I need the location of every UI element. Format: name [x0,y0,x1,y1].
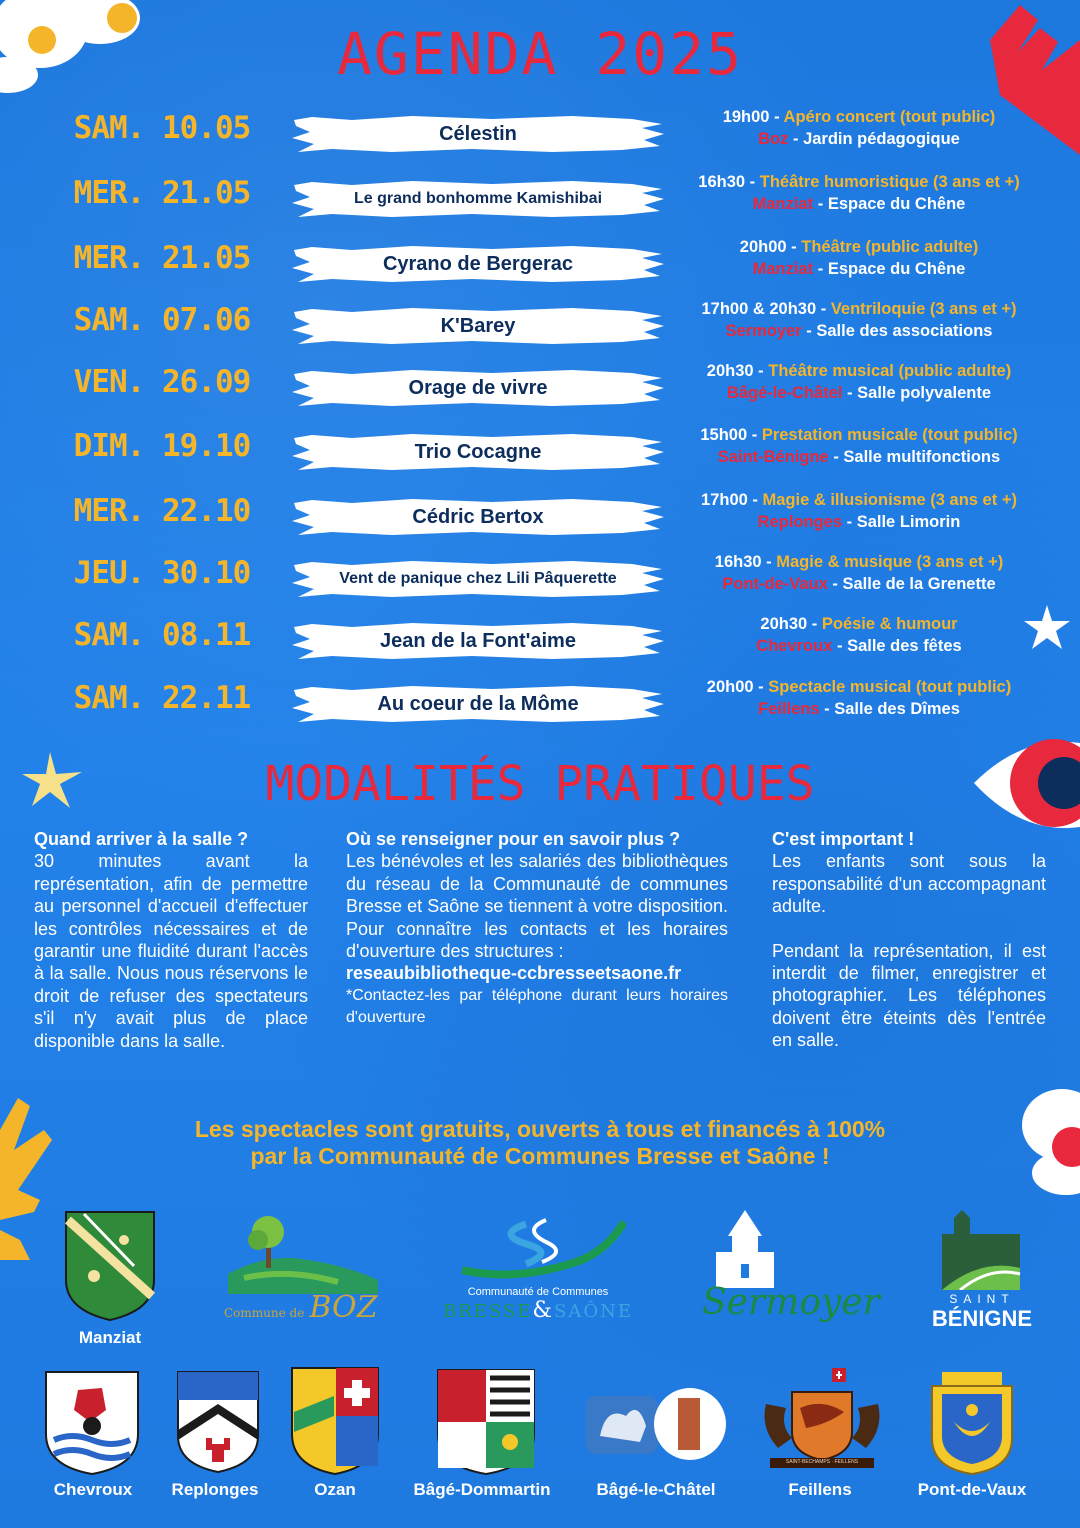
show-title: Cédric Bertox [412,506,544,528]
cc-bresse-saone-text [440,1286,636,1323]
column-text: Les enfants sont sous la responsabilité d'un accompagnant adulte. [772,851,1046,917]
event-date: MER. 22.10 [73,493,251,529]
event-date: MER. 21.05 [73,240,251,276]
event-town: Chevroux [756,637,833,655]
agenda-row [0,418,1080,480]
agenda-row [0,670,1080,732]
agenda-row [0,165,1080,227]
event-time: 20h00 [706,678,754,696]
sermoyer-castle-logo [710,1208,780,1288]
event-info: 20h30 - Théâtre musical (public adulte) Bâgé-le-Châtel - Salle polyvalente [706,362,1012,402]
event-town: Bâgé-le-Châtel [726,384,843,402]
cc-bresse-saone-swoosh [456,1212,626,1282]
event-category: Magie & illusionisme (3 ans et +) [762,491,1017,509]
event-info: 17h00 & 20h30 - Ventriloquie (3 ans et +) Sermoyer - Salle des associations [701,300,1017,340]
event-category: Apéro concert (tout public) [783,108,996,126]
event-info: 15h00 - Prestation musicale (tout public) Saint-Bénigne - Salle multifonctions [700,426,1018,466]
show-title: Jean de la Font'aime [380,630,576,652]
column-heading: Quand arriver à la salle ? [34,829,249,849]
event-date: JEU. 30.10 [73,555,251,591]
event-category: Magie & musique (3 ans et +) [776,553,1004,571]
event-time: 19h00 [722,108,770,126]
event-category: Prestation musicale (tout public) [761,426,1018,444]
event-venue: Espace du Chêne [827,195,966,213]
event-venue: Salle des Dîmes [834,700,960,718]
feillens-label: Feillens [788,1480,852,1499]
event-category: Spectacle musical (tout public) [768,678,1012,696]
event-time: 20h30 [760,615,808,633]
chevroux-crest [44,1370,140,1476]
event-venue: Salle multifonctions [843,448,1001,466]
event-venue: Salle des fêtes [847,637,962,655]
event-town: Pont-de-Vaux [722,575,828,593]
event-date: MER. 21.05 [73,175,251,211]
ozan-label: Ozan [314,1480,356,1499]
event-town: Saint-Bénigne [717,448,829,466]
boz-prefix: Commune de [224,1306,305,1320]
event-category: Théâtre (public adulte) [801,238,979,256]
replonges-label: Replonges [171,1480,259,1499]
column-text: Les bénévoles et les salariés des bibliothèques du réseau de la Communauté de communes Bresse et Saône se tiennent à votre disposition. Pour connaître les contacts et les horaires d'ouverture des structures : [346,851,728,962]
column-text: 30 minutes avant la représentation, afin de permettre au personnel d'accueil d'effectuer les contrôles nécessaires et de garantir une fluidité durant l'accès à la salle. Nous nous réservons le droit de refuser des spectateurs s'il n'y avait plus de place disponible dans la salle. [34,851,308,1051]
free-notice-line: par la Communauté de Communes Bresse et Saône ! [250,1143,830,1169]
event-venue: Espace du Chêne [827,260,966,278]
boz-name: BOZ [309,1290,378,1325]
cc-line1: Communauté de Communes [467,1286,609,1298]
event-town: Manziat [752,195,814,213]
boz-tree-logo [228,1212,378,1294]
page-title: AGENDA 2025 [336,20,744,88]
ozan-crest [290,1366,380,1476]
show-title: Célestin [439,123,517,145]
show-title: Trio Cocagne [414,441,542,463]
pont-de-vaux-label: Pont-de-Vaux [917,1480,1027,1499]
show-title: Vent de panique chez Lili Pâquerette [339,570,617,587]
info-column-arrival [34,828,308,1052]
event-time: 16h30 [698,173,746,191]
show-title: K'Barey [440,315,516,337]
event-info: 16h30 - Théâtre humoristique (3 ans et +) Manziat - Espace du Chêne [698,173,1020,213]
event-venue: Jardin pédagogique [803,130,960,148]
event-venue: Salle polyvalente [857,384,992,402]
event-venue: Salle des associations [816,322,993,340]
event-info: 19h00 - Apéro concert (tout public) Boz - Jardin pédagogique [722,108,996,148]
agenda-row [0,607,1080,669]
feillens-crest [758,1368,886,1468]
bage-dommartin-label: Bâgé-Dommartin [413,1480,551,1499]
show-title: Au coeur de la Môme [377,693,579,715]
event-time: 20h00 [739,238,787,256]
cc-saone: SAÔNE [554,1301,633,1322]
cc-bresse: BRESSE [443,1301,533,1322]
bage-dommartin-crest [436,1368,536,1476]
event-category: Ventriloquie (3 ans et +) [830,300,1017,318]
show-title: Orage de vivre [408,377,548,399]
feillens-ribbon: SAINT-BECHAMPS · FEILLENS [785,1459,859,1465]
event-info: 20h30 - Poésie & humour Chevroux - Salle des fêtes [756,615,962,655]
website-link[interactable]: reseaubibliotheque-ccbresseetsaone.fr [346,963,682,984]
benigne-label: BÉNIGNE [931,1306,1033,1331]
show-title: Cyrano de Bergerac [382,253,574,275]
event-date: SAM. 22.11 [73,680,251,716]
boz-wordmark [224,1290,384,1325]
event-category: Poésie & humour [821,615,958,633]
event-venue: Salle de la Grenette [842,575,996,593]
event-category: Théâtre humoristique (3 ans et +) [759,173,1020,191]
agenda-row [0,230,1080,292]
event-date: SAM. 08.11 [73,617,251,653]
event-date: SAM. 07.06 [73,302,251,338]
column-heading: C'est important ! [772,829,915,849]
manziat-label: Manziat [78,1328,142,1347]
event-town: Feillens [758,700,820,718]
event-venue: Salle Limorin [856,513,961,531]
event-town: Manziat [752,260,814,278]
section-title-modalites: MODALITÉS PRATIQUES [265,756,815,812]
cc-amp: & [532,1298,554,1323]
event-time: 17h00 & 20h30 [701,300,817,318]
free-notice [0,1116,1080,1170]
saint-label: SAINT [949,1292,1015,1306]
info-column-contact [346,828,728,1030]
info-column-important [772,828,1046,1052]
event-info: 20h00 - Théâtre (public adulte) Manziat - Espace du Chêne [739,238,979,278]
event-category: Théâtre musical (public adulte) [768,362,1012,380]
agenda-row [0,292,1080,354]
agenda-row [0,545,1080,607]
bage-le-chatel-logo [586,1386,726,1462]
agenda-row [0,354,1080,416]
pont-de-vaux-crest [926,1370,1018,1476]
event-info: 17h00 - Magie & illusionisme (3 ans et +) Replonges - Salle Limorin [701,491,1017,531]
free-notice-line: Les spectacles sont gratuits, ouverts à tous et financés à 100% [194,1116,886,1142]
event-time: 20h30 [706,362,754,380]
sermoyer-wordmark: Sermoyer [702,1282,880,1323]
column-text: Pendant la représentation, il est interdit de filmer, enregistrer et photographier. Les téléphones doivent être éteints dès l'entrée en salle. [772,940,1046,1051]
event-town: Boz [758,130,789,148]
event-time: 15h00 [700,426,748,444]
manziat-crest [64,1210,156,1322]
saint-benigne-wordmark [926,1292,1038,1332]
event-info: 16h30 - Magie & musique (3 ans et +) Pont-de-Vaux - Salle de la Grenette [714,553,1004,593]
chevroux-label: Chevroux [53,1480,133,1499]
show-title: Le grand bonhomme Kamishibai [353,190,603,207]
agenda-row [0,483,1080,545]
event-date: VEN. 26.09 [73,364,251,400]
agenda-row [0,100,1080,162]
replonges-crest [176,1370,260,1474]
event-town: Sermoyer [725,322,802,340]
event-date: DIM. 19.10 [73,428,251,464]
event-date: SAM. 10.05 [73,110,251,146]
column-heading: Où se renseigner pour en savoir plus ? [346,829,681,849]
event-info: 20h00 - Spectacle musical (tout public) Feillens - Salle des Dîmes [706,678,1012,718]
bage-le-chatel-label: Bâgé-le-Châtel [596,1480,716,1499]
event-time: 16h30 [714,553,762,571]
saint-benigne-logo [940,1208,1022,1290]
column-note: *Contactez-les par téléphone durant leurs horaires d'ouverture [346,986,728,1027]
event-town: Replonges [757,513,843,531]
event-time: 17h00 [701,491,748,509]
